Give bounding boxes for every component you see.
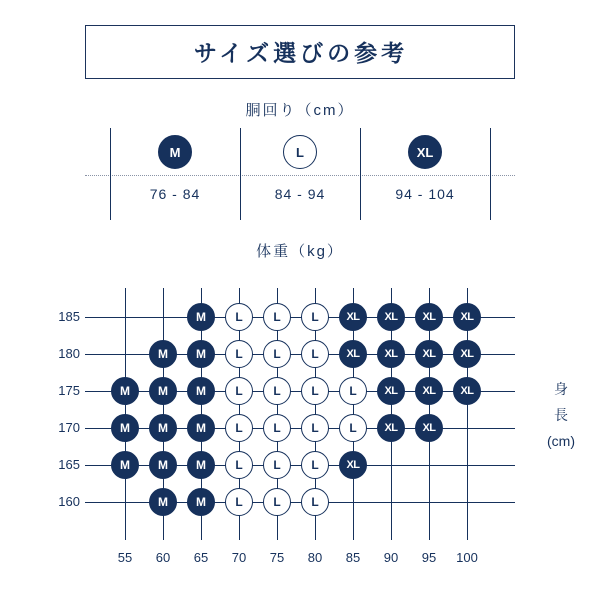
height-axis-label-3: (cm): [547, 433, 575, 449]
size-cell-m: M: [187, 377, 215, 405]
size-cell-l: L: [339, 414, 367, 442]
waist-size-badge-l: L: [283, 135, 317, 169]
x-axis-tick: 75: [269, 550, 285, 565]
size-cell-l: L: [301, 414, 329, 442]
size-cell-xl: XL: [377, 377, 405, 405]
waist-size-badge-m: M: [158, 135, 192, 169]
size-cell-l: L: [301, 340, 329, 368]
x-axis-tick: 60: [155, 550, 171, 565]
size-cell-xl: XL: [415, 377, 443, 405]
size-cell-l: L: [263, 488, 291, 516]
size-cell-l: L: [225, 488, 253, 516]
size-cell-m: M: [187, 340, 215, 368]
size-cell-xl: XL: [377, 340, 405, 368]
grid-line-horizontal: [85, 317, 515, 318]
size-cell-m: M: [149, 340, 177, 368]
x-axis-tick: 90: [383, 550, 399, 565]
size-cell-l: L: [263, 303, 291, 331]
size-cell-m: M: [187, 451, 215, 479]
size-cell-l: L: [339, 377, 367, 405]
y-axis-tick: 160: [58, 494, 80, 509]
x-axis-tick: 55: [117, 550, 133, 565]
size-cell-xl: XL: [453, 303, 481, 331]
size-cell-xl: XL: [453, 340, 481, 368]
size-cell-l: L: [301, 303, 329, 331]
x-axis-tick: 100: [456, 550, 478, 565]
size-cell-l: L: [263, 377, 291, 405]
size-cell-m: M: [187, 303, 215, 331]
size-cell-l: L: [301, 451, 329, 479]
size-cell-m: M: [149, 451, 177, 479]
y-axis-tick: 165: [58, 457, 80, 472]
size-cell-l: L: [263, 451, 291, 479]
size-cell-l: L: [263, 340, 291, 368]
size-cell-xl: XL: [339, 303, 367, 331]
x-axis-tick: 95: [421, 550, 437, 565]
y-axis-tick: 175: [58, 383, 80, 398]
size-cell-m: M: [149, 377, 177, 405]
size-cell-xl: XL: [377, 303, 405, 331]
x-axis-tick: 70: [231, 550, 247, 565]
size-cell-l: L: [225, 414, 253, 442]
size-cell-m: M: [187, 414, 215, 442]
size-cell-l: L: [263, 414, 291, 442]
y-axis-tick: 180: [58, 346, 80, 361]
size-cell-l: L: [301, 488, 329, 516]
size-cell-xl: XL: [415, 303, 443, 331]
size-cell-xl: XL: [415, 340, 443, 368]
size-cell-m: M: [111, 377, 139, 405]
waist-heading: 胴回り（cm）: [245, 102, 355, 119]
height-axis-label-1: 身: [554, 381, 568, 397]
waist-range-l: 84 - 94: [274, 186, 326, 202]
size-cell-m: M: [111, 451, 139, 479]
waist-range-xl: 94 - 104: [395, 186, 455, 202]
height-axis-label-2: 長: [554, 407, 568, 423]
waist-size-badge-xl: XL: [408, 135, 442, 169]
size-cell-m: M: [111, 414, 139, 442]
size-cell-l: L: [301, 377, 329, 405]
size-cell-m: M: [149, 488, 177, 516]
y-axis-tick: 170: [58, 420, 80, 435]
size-cell-l: L: [225, 303, 253, 331]
size-cell-l: L: [225, 340, 253, 368]
size-cell-xl: XL: [415, 414, 443, 442]
y-axis-tick: 185: [58, 309, 80, 324]
size-cell-m: M: [187, 488, 215, 516]
size-cell-l: L: [225, 451, 253, 479]
size-cell-xl: XL: [377, 414, 405, 442]
size-cell-m: M: [149, 414, 177, 442]
size-cell-xl: XL: [339, 451, 367, 479]
x-axis-tick: 80: [307, 550, 323, 565]
waist-range-m: 76 - 84: [149, 186, 201, 202]
size-cell-xl: XL: [453, 377, 481, 405]
x-axis-tick: 85: [345, 550, 361, 565]
size-cell-l: L: [225, 377, 253, 405]
x-axis-tick: 65: [193, 550, 209, 565]
size-cell-xl: XL: [339, 340, 367, 368]
weight-heading: 体重（kg）: [256, 243, 344, 260]
page-title: サイズ選びの参考: [193, 40, 409, 66]
